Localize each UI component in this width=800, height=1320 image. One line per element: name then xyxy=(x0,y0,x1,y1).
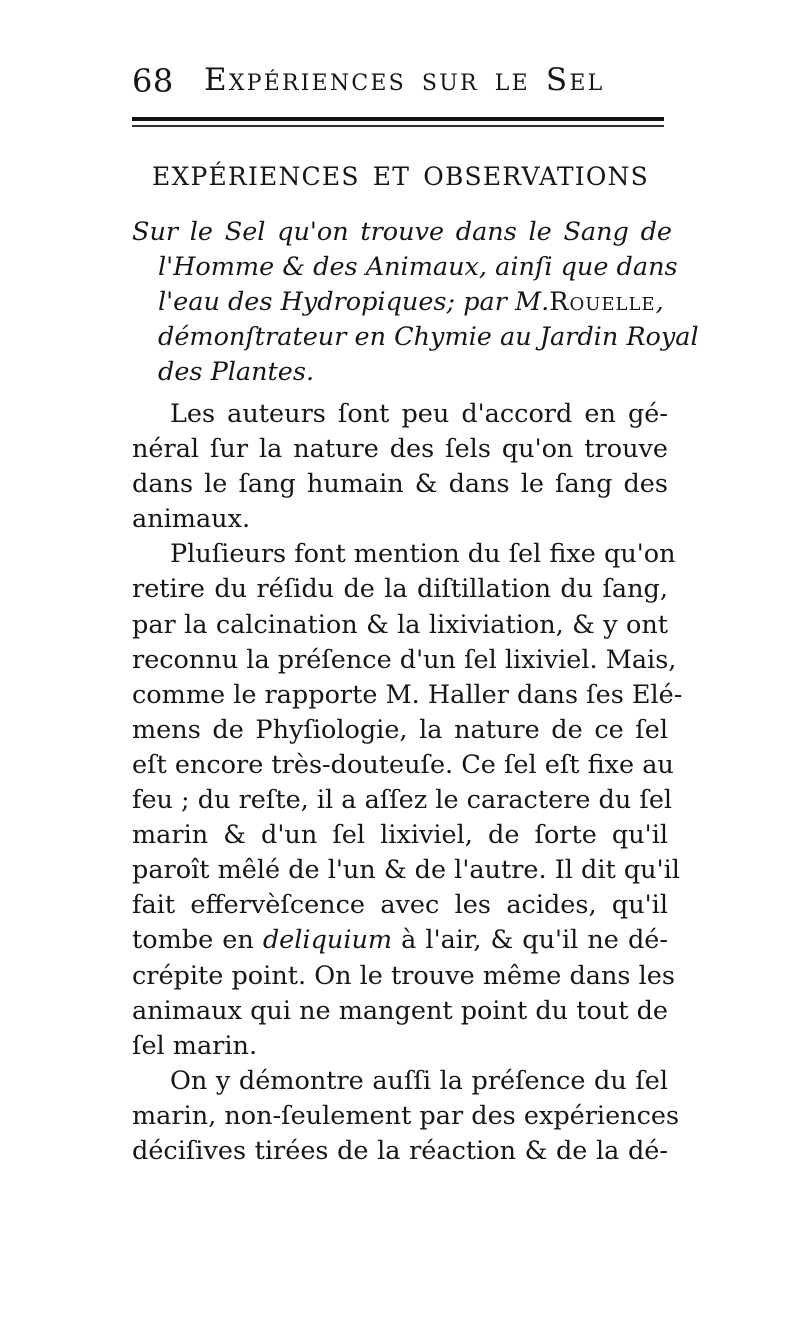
text-line: animaux qui ne mangent point du tout de xyxy=(132,995,668,1026)
text-line: On y démontre auſſi la préſence du ſel xyxy=(170,1065,668,1096)
page-number: 68 xyxy=(132,62,174,100)
text-line: feu ; du reſte, il a aſſez le caractere du ſel xyxy=(132,785,673,816)
text-line: crépite point. On le trouve même dans les xyxy=(132,960,675,991)
body-text xyxy=(132,397,683,1169)
text-line: dans le ſang humain & dans le ſang des xyxy=(132,469,668,500)
text-line: par la calcination & la lixiviation, & y ont xyxy=(132,609,668,640)
subtitle-text: l'eau des Hydropiques; par M. xyxy=(158,287,550,317)
text-line: marin & d'un ſel lixiviel, de ſorte qu'il xyxy=(132,820,668,851)
text-run: à l'air, & qu'il ne dé- xyxy=(392,925,668,956)
text-run: tombe en xyxy=(132,925,263,956)
text-line: paroît mêlé de l'un & de l'autre. Il dit qu'il xyxy=(132,855,680,886)
article-subtitle xyxy=(132,215,699,390)
subtitle-punct: , xyxy=(655,287,664,317)
article-heading: EXPÉRIENCES ET OBSERVATIONS xyxy=(152,162,649,191)
italic-term: deliquium xyxy=(262,925,393,956)
text-line xyxy=(132,923,668,958)
text-line: déciſives tirées de la réaction & de la dé- xyxy=(132,1135,668,1166)
subtitle-line xyxy=(132,285,672,320)
text-line: mens de Phyſiologie, la nature de ce ſel xyxy=(132,714,668,745)
text-line: comme le rapporte M. Haller dans ſes Elé- xyxy=(132,679,683,710)
text-line: eſt encore très-douteuſe. Ce ſel eſt fixe au xyxy=(132,749,674,780)
subtitle-line: l'Homme & des Animaux, ainſi que dans xyxy=(158,252,678,282)
running-head xyxy=(132,62,672,102)
text-line: Pluſieurs font mention du ſel fixe qu'on xyxy=(170,539,676,570)
text-line: marin, non-ſeulement par des expériences xyxy=(132,1100,680,1131)
text-line: ſel marin. xyxy=(132,1030,258,1061)
text-line: Les auteurs ſont peu d'accord en gé- xyxy=(170,399,668,429)
subtitle-line: des Plantes. xyxy=(158,357,315,387)
author-name: Rouelle xyxy=(549,287,656,317)
text-line: reconnu la préſence d'un ſel lixiviel. Mais, xyxy=(132,644,677,675)
text-line: néral ſur la nature des ſels qu'on trouve xyxy=(132,434,668,465)
text-line: retire du réſidu de la diſtillation du ſang, xyxy=(132,574,668,605)
text-line: fait effervèſcence avec les acides, qu'il xyxy=(132,890,668,921)
running-head-title: Expériences sur le Sel xyxy=(204,62,605,98)
subtitle-line: démonſtrateur en Chymie au Jardin Royal xyxy=(158,322,699,352)
subtitle-line: Sur le Sel qu'on trouve dans le Sang de xyxy=(132,217,672,247)
text-line: animaux. xyxy=(132,504,251,535)
header-rule xyxy=(132,117,664,127)
